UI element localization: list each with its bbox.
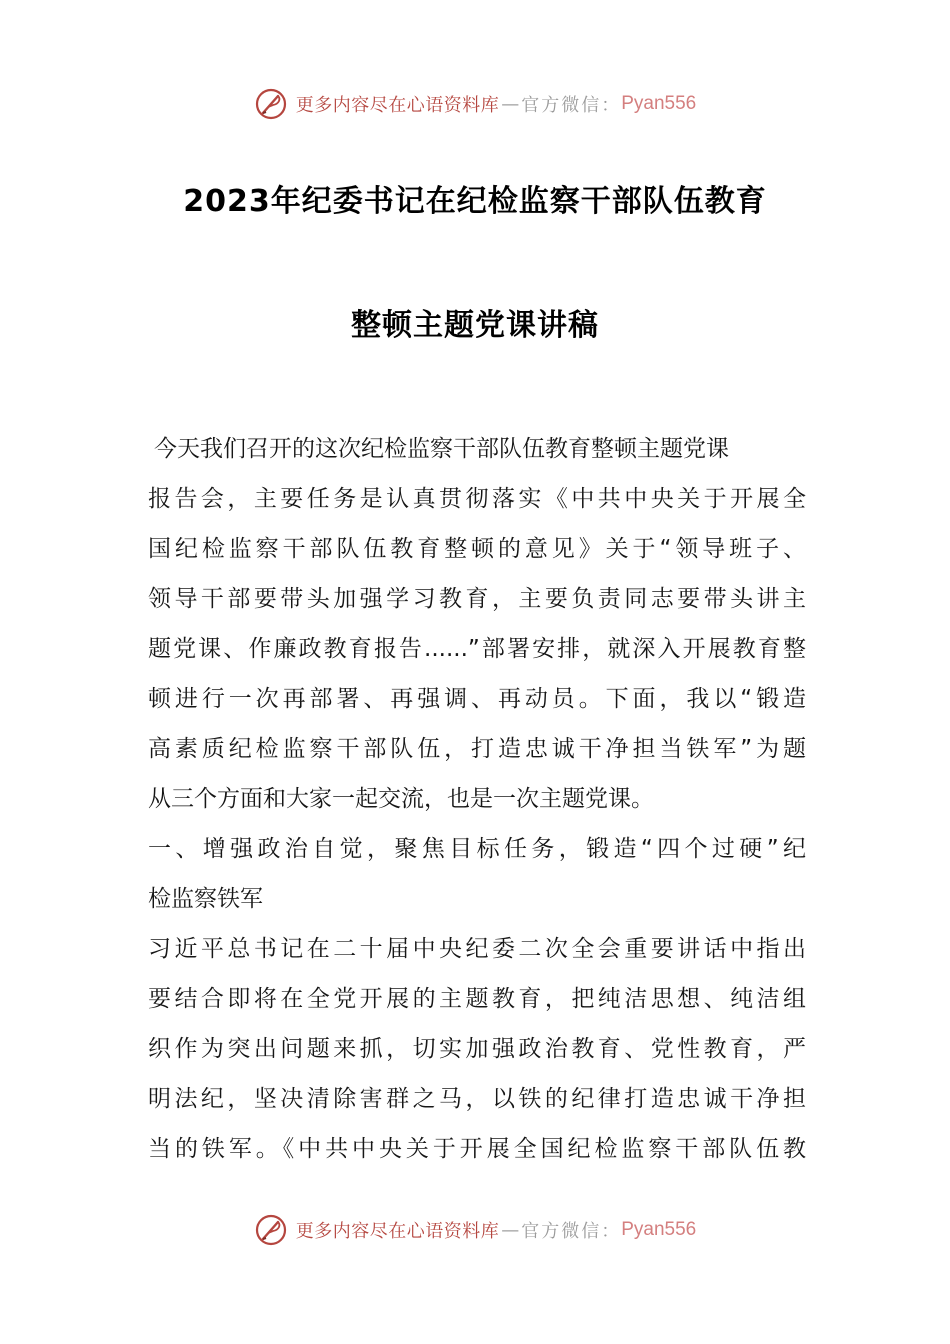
watermark-banner-top [0,84,950,124]
body-line: 习近平总书记在二十届中央纪委二次全会重要讲话中指出 [148,936,806,962]
watermark-banner-bottom [0,1210,950,1250]
body-line: 题党课、作廉政教育报告......”部署安排，就深入开展教育整 [148,636,806,662]
section-heading-line: 一、增强政治自觉，聚焦目标任务，锻造“四个过硬”纪 [148,836,806,862]
quill-logo-icon [254,1213,288,1247]
document-title-line-2: 整顿主题党课讲稿 [351,308,599,343]
watermark-official-label: 官方微信： [521,1221,622,1242]
section-heading-line: 检监察铁军 [148,886,263,912]
document-title-line-1: 2023年纪委书记在纪检监察干部队伍教育 [183,184,767,219]
watermark-text [296,91,697,117]
body-line: 高素质纪检监察干部队伍，打造忠诚干净担当铁军”为题 [148,736,806,762]
watermark-brand: 更多内容尽在心语资料库 [295,1221,500,1242]
document-body [148,424,806,1174]
body-line: 当的铁军。《中共中央关于开展全国纪检监察干部队伍教 [148,1136,806,1162]
body-line: 要结合即将在全党开展的主题教育，把纯洁思想、纯洁组 [148,986,806,1012]
body-line: 报告会，主要任务是认真贯彻落实《中共中央关于开展全 [148,486,806,512]
body-line: 国纪检监察干部队伍教育整顿的意见》关于“领导班子、 [148,536,806,562]
body-line: 从三个方面和大家一起交流，也是一次主题党课。 [148,786,654,812]
watermark-official-label: 官方微信： [521,95,622,116]
watermark-separator: — [501,93,520,115]
quill-logo-icon [254,87,288,121]
watermark-text [296,1217,697,1243]
watermark-separator: — [501,1219,520,1241]
watermark-wechat-id: Pyan556 [621,93,697,114]
body-line: 明法纪，坚决清除害群之马，以铁的纪律打造忠诚干净担 [148,1086,806,1112]
body-line: 领导干部要带头加强学习教育，主要负责同志要带头讲主 [148,586,806,612]
body-line: 织作为突出问题来抓，切实加强政治教育、党性教育，严 [148,1036,806,1062]
watermark-brand: 更多内容尽在心语资料库 [295,95,500,116]
body-line: 顿进行一次再部署、再强调、再动员。下面，我以“锻造 [148,686,806,712]
body-line: 今天我们召开的这次纪检监察干部队伍教育整顿主题党课 [154,436,729,462]
watermark-wechat-id: Pyan556 [621,1219,697,1240]
